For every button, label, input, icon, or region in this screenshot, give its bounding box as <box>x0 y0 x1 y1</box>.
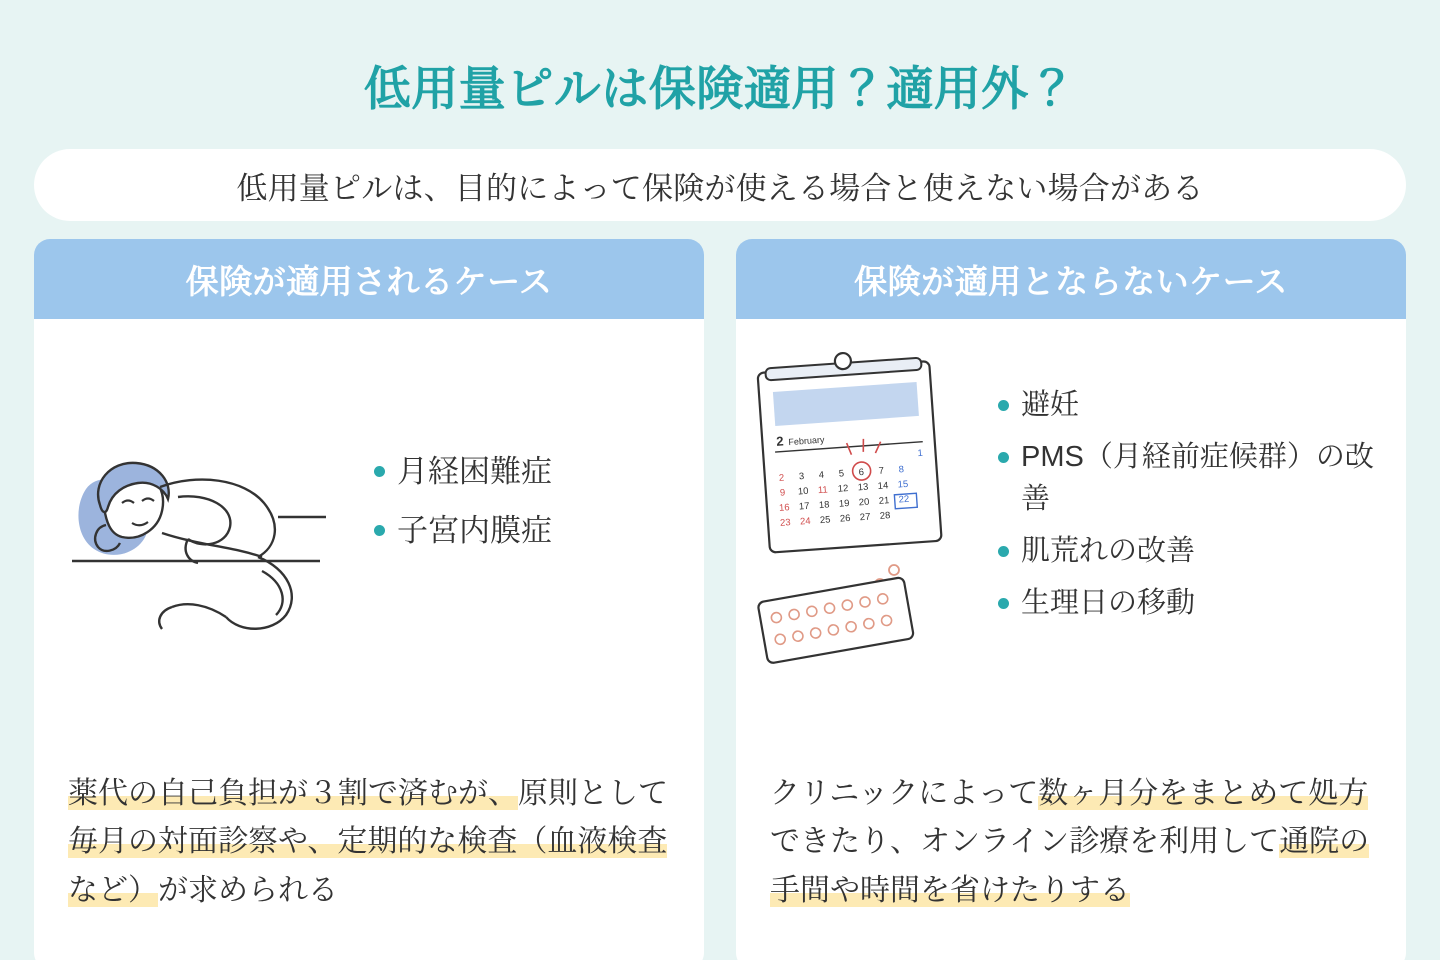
svg-text:17: 17 <box>798 500 810 513</box>
svg-text:10: 10 <box>797 485 809 498</box>
woman-lying-in-pain-icon <box>48 357 348 662</box>
svg-text:28: 28 <box>879 510 891 522</box>
svg-text:13: 13 <box>857 481 869 494</box>
svg-text:27: 27 <box>859 511 871 524</box>
not-covered-cases-heading: 保険が適用とならないケース <box>736 239 1406 319</box>
svg-text:8: 8 <box>898 463 905 476</box>
page-title: 低用量ピルは保険適用？適用外？ <box>363 62 1077 116</box>
svg-text:4: 4 <box>818 469 825 481</box>
calendar-and-pill-sheet-icon <box>742 342 992 677</box>
paragraph-segment: 薬代の自己負担が３割で済むが、 <box>68 776 518 810</box>
not-covered-cases-paragraph <box>736 770 1406 916</box>
not-covered-cases-upper <box>736 319 1406 699</box>
list-item-label: 避妊 <box>1021 389 1080 422</box>
comparison-columns <box>34 239 1406 960</box>
svg-text:11: 11 <box>817 484 829 496</box>
svg-text:9: 9 <box>779 487 786 499</box>
not-covered-cases-list <box>998 384 1392 634</box>
list-item <box>374 509 552 554</box>
paragraph-segment: 原則として <box>518 776 668 810</box>
list-item <box>998 436 1392 520</box>
svg-text:25: 25 <box>819 514 831 526</box>
list-item-label: 子宮内膜症 <box>397 513 552 549</box>
bullet-dot-icon <box>998 598 1009 609</box>
list-item <box>374 450 552 495</box>
covered-cases-body <box>34 319 704 960</box>
svg-text:16: 16 <box>778 502 790 514</box>
covered-cases-list <box>374 450 552 568</box>
svg-text:12: 12 <box>837 482 849 495</box>
svg-text:7: 7 <box>878 465 885 477</box>
covered-cases-upper <box>34 319 704 699</box>
bullet-dot-icon <box>998 452 1009 463</box>
bullet-dot-icon <box>998 546 1009 557</box>
svg-text:22: 22 <box>898 493 910 506</box>
bullet-dot-icon <box>374 525 385 536</box>
list-item-label: 月経困難症 <box>397 454 552 490</box>
svg-text:23: 23 <box>779 516 792 529</box>
covered-cases-card <box>34 239 704 960</box>
svg-text:2: 2 <box>775 433 785 449</box>
lead-text: 低用量ピルは、目的によって保険が使える場合と使えない場合がある <box>236 170 1204 206</box>
svg-text:15: 15 <box>897 478 909 491</box>
list-item-label: 生理日の移動 <box>1021 587 1196 620</box>
paragraph-segment: 数ヶ月分をまとめて処方 <box>1038 776 1369 810</box>
covered-cases-heading: 保険が適用されるケース <box>34 239 704 319</box>
paragraph-segment: 毎月の対面診察や、定期的な検査（血液検査など） <box>68 825 668 907</box>
svg-text:3: 3 <box>798 470 805 483</box>
list-item-label: PMS（月経前症候群）の改善 <box>1021 441 1374 516</box>
svg-text:2: 2 <box>778 472 785 484</box>
svg-text:14: 14 <box>877 480 889 492</box>
list-item <box>998 384 1392 426</box>
infographic-page <box>0 31 1440 960</box>
list-item <box>998 582 1392 624</box>
svg-text:20: 20 <box>858 496 870 509</box>
covered-cases-paragraph <box>34 770 704 916</box>
bullet-dot-icon <box>374 466 385 477</box>
list-item-label: 肌荒れの改善 <box>1021 535 1196 568</box>
lead-banner <box>34 149 1406 221</box>
svg-text:February: February <box>788 434 825 447</box>
list-item <box>998 530 1392 572</box>
svg-text:1: 1 <box>917 447 924 459</box>
svg-text:21: 21 <box>878 495 890 507</box>
bullet-dot-icon <box>998 400 1009 411</box>
svg-text:6: 6 <box>858 466 865 479</box>
svg-text:5: 5 <box>838 468 845 480</box>
not-covered-cases-card <box>736 239 1406 960</box>
paragraph-segment: できたり、オンライン診療を利用して <box>770 825 1280 859</box>
paragraph-segment: が求められる <box>158 873 338 907</box>
svg-text:26: 26 <box>839 512 851 525</box>
svg-text:19: 19 <box>838 497 850 510</box>
paragraph-segment: クリニックによって <box>770 776 1039 810</box>
paragraph-segment: 通院の手間や時間を省けたりする <box>770 825 1370 907</box>
not-covered-cases-body <box>736 319 1406 960</box>
svg-text:24: 24 <box>799 515 811 528</box>
svg-text:18: 18 <box>818 499 830 511</box>
